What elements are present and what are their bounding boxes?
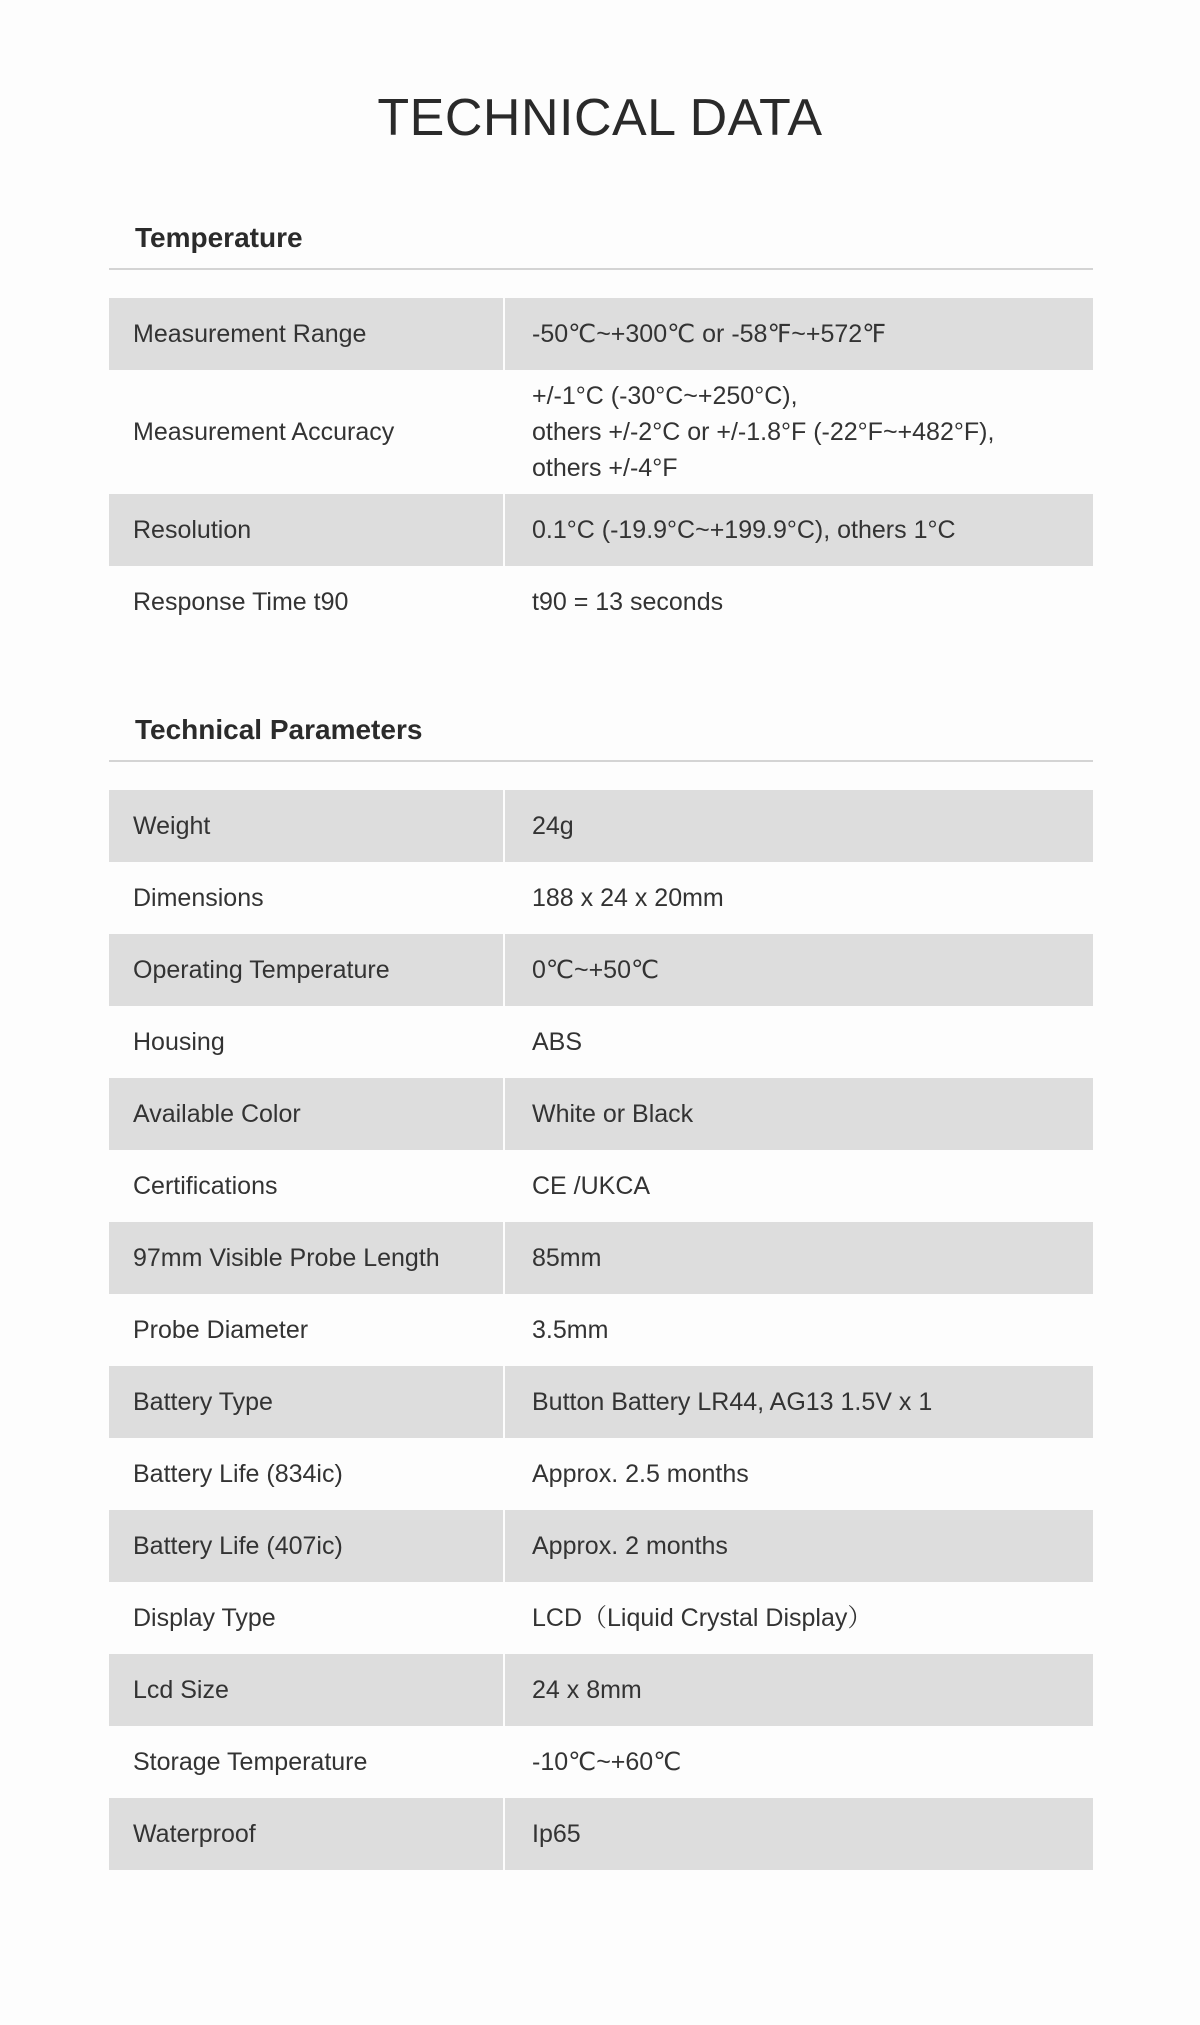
row-label: 97mm Visible Probe Length — [109, 1222, 505, 1294]
row-value: -50℃~+300℃ or -58℉~+572℉ — [532, 320, 886, 348]
row-label: Storage Temperature — [133, 1747, 368, 1776]
row-value: t90 = 13 seconds — [532, 588, 724, 616]
row-label: Measurement Accuracy — [133, 417, 395, 446]
temperature-section — [109, 206, 1093, 638]
table-row — [109, 1510, 1093, 1582]
table-row — [109, 1582, 1093, 1654]
row-label: Battery Type — [109, 1366, 505, 1438]
row-value: LCD（Liquid Crystal Display） — [532, 1604, 873, 1632]
technical-parameters-section — [109, 698, 1093, 1870]
row-value: 3.5mm — [532, 1316, 609, 1344]
table-row — [109, 862, 1093, 934]
row-label: Battery Life (407ic) — [109, 1510, 505, 1582]
table-row — [109, 1798, 1093, 1870]
table-row — [109, 1726, 1093, 1798]
row-value-line: +/-1°C (-30°C~+250°C), — [532, 382, 798, 410]
row-label: Response Time t90 — [133, 587, 349, 616]
table-row — [109, 1366, 1093, 1438]
table-row — [109, 1654, 1093, 1726]
table-row — [109, 1438, 1093, 1510]
table-row — [109, 1150, 1093, 1222]
row-label: Measurement Range — [109, 298, 505, 370]
spec-table — [109, 298, 1093, 638]
row-label: Waterproof — [109, 1798, 505, 1870]
row-label: Lcd Size — [109, 1654, 505, 1726]
row-value: ABS — [532, 1028, 583, 1056]
row-label: Dimensions — [133, 883, 264, 912]
page-title: TECHNICAL DATA — [377, 89, 823, 147]
table-row — [109, 298, 1093, 370]
table-row — [109, 566, 1093, 638]
table-row — [109, 790, 1093, 862]
row-label: Battery Life (834ic) — [133, 1459, 343, 1488]
row-value: Button Battery LR44, AG13 1.5V x 1 — [532, 1388, 933, 1416]
row-value: Approx. 2.5 months — [532, 1460, 749, 1488]
table-row — [109, 1006, 1093, 1078]
row-value: CE /UKCA — [532, 1172, 651, 1200]
row-value: 188 x 24 x 20mm — [532, 884, 724, 912]
row-value: 0℃~+50℃ — [532, 956, 660, 984]
table-row — [109, 934, 1093, 1006]
row-value: 24g — [532, 812, 574, 840]
table-row — [109, 1222, 1093, 1294]
row-value: Approx. 2 months — [532, 1532, 728, 1560]
row-value: 0.1°C (-19.9°C~+199.9°C), others 1°C — [532, 516, 956, 544]
row-label: Weight — [109, 790, 505, 862]
row-label: Housing — [133, 1027, 225, 1056]
row-label: Resolution — [109, 494, 505, 566]
section-heading: Temperature — [109, 206, 1093, 270]
section-heading: Technical Parameters — [109, 698, 1093, 762]
spec-table — [109, 790, 1093, 1870]
table-row — [109, 494, 1093, 566]
row-value-line: others +/-4°F — [532, 454, 678, 482]
row-value-line: others +/-2°C or +/-1.8°F (-22°F~+482°F), — [532, 418, 995, 446]
row-label: Display Type — [133, 1603, 276, 1632]
row-label: Probe Diameter — [133, 1315, 309, 1344]
row-label: Operating Temperature — [109, 934, 505, 1006]
table-row — [109, 370, 1093, 494]
row-value: -10℃~+60℃ — [532, 1748, 682, 1776]
table-row — [109, 1078, 1093, 1150]
row-value: 24 x 8mm — [532, 1676, 642, 1704]
row-label: Certifications — [133, 1171, 278, 1200]
table-row — [109, 1294, 1093, 1366]
row-label: Available Color — [109, 1078, 505, 1150]
row-value: Ip65 — [532, 1820, 581, 1848]
row-value: White or Black — [532, 1100, 694, 1128]
row-value: 85mm — [532, 1244, 602, 1272]
row-value — [505, 370, 1093, 494]
